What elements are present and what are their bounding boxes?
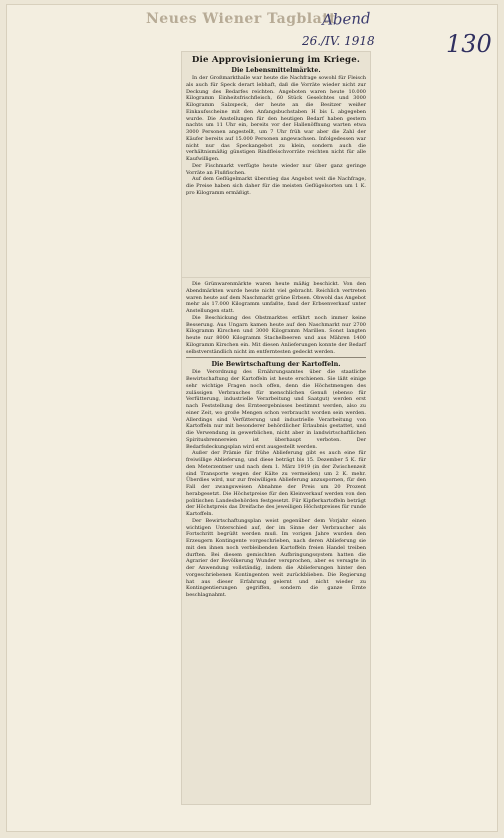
section-divider	[186, 357, 366, 358]
article-paragraph: Der Fischmarkt verfügte heute wieder nur über ganz geringe Vorräte an Flußfischen.	[186, 162, 366, 176]
handwritten-source-note: Abend	[321, 9, 371, 29]
clipping-lower	[182, 278, 370, 804]
article-paragraph: Die Verordnung des Ernährungsamtes über die staatliche Bewirtschaftung der Kartoffeln ist heute erschienen. Sie läßt einige sehr wichtige Fragen noch offen, denn die Höchstmengen des zulässigen Verbrauches für menschlichen Genuß (ebenso für Verfütterung, industrielle Verarbeitung und Saatgut) werden erst nach Feststellung des Ernteergebnisses bestimmt werden, also zu einer Zeit, wo große Mengen schon verbraucht worden sein werden. Allerdings sind Verfütterung und industrielle Verarbeitung von Kartoffeln nur mit besonderer behördlicher Erlaubnis gestattet, und die Verwendung in gewerblichen, nicht aber in landwirtschaftlichen Spiritusbrennereien ist überhaupt verboten. Der Bedarfsdeckungsplan wird erst ausgestellt werden.	[186, 369, 366, 450]
section-heading: Die Bewirtschaftung der Kartoffeln.	[211, 360, 341, 369]
article-paragraph: In der Großmarkthalle war heute die Nachfrage sowohl für Fleisch als auch für Speck derart lebhaft, daß die Vorräte wieder nicht zur Deckung des Bedarfes reichten. Angeboten waren heute 10.000 Kilogramm Einheitsfrischfleisch, 60 Stück Geselchtes und 3000 Kilogramm Salzspeck, der heute an die Besitzer weißer Einkaufsscheine mit den Anfangsbuchstaben H bis L abgegeben wurde. Die Anstellungen für den heutigen Bedarf haben gestern nachts um 11 Uhr ein, bereits vor der Hallenöffnung warten etwa 3000 Personen angestellt, um 7 Uhr früh war aber die Zahl der Käufer bereits auf 15.000 Personen angewachsen. Infolgedessen war nicht nur das Speckangebot zu klein, sondern auch die verhältnismäßig günstigen Rindfleischvorräte reichten nicht für alle Kaufwilligen.	[186, 75, 366, 162]
handwritten-archive-number: 130	[446, 30, 492, 58]
archive-sheet	[6, 4, 498, 832]
article-paragraph: Die Beschickung des Obstmarktes erfährt noch immer keine Besserung. Aus Ungarn kamen heute auf den Naschmarkt nur 2700 Kilogramm Kirschen und 3000 Kilogramm Marillen. Sonst langten heute nur 8000 Kilogramm Stachelbeeren und aus Mähren 1400 Kilogramm Kirschen ein. Mit diesen Anlieferungen konnte der Bedarf selbstverständlich nicht im entferntesten gedeckt werden.	[186, 314, 366, 355]
newspaper-stamp: Neues Wiener Tagblatt	[146, 11, 337, 27]
article-paragraph: Auf dem Geflügelmarkt überstieg das Angebot weit die Nachfrage, die Preise haben sich daher für die meisten Geflügelsorten um 1 K. pro Kilogramm ermäßigt.	[186, 176, 366, 196]
section-heading: Die Lebensmittelmärkte.	[231, 66, 321, 74]
article-paragraph: Außer der Prämie für frühe Ablieferung gibt es auch eine für freiwillige Ablieferung, und diese beträgt bis 15. Dezember 5 K. für den Meterzentner und nach dem 1. März 1919 (in der Zwischenzeit sind Transporte wegen der Kälte zu vermeiden) um 2 K. mehr. Überdies wird, nur zur freiwilligen Ablieferung anzuspornen, für den Fall der zwangsweisen Abnahme der Preis um 20 Prozent herabgesetzt. Die Höchstpreise für den Kleinverkauf werden von den politischen Landesbehörden festgesetzt. Für Kipflerkartoffeln beträgt der Höchstpreis das Dreifache des jeweiligen Höchstpreises für runde Kartoffeln.	[186, 450, 366, 517]
article-paragraph: Der Bewirtschaftungsplan weist gegenüber dem Vorjahr einen wichtigen Unterschied auf, der im Sinne der Verbraucher als Fortschritt begrüßt werden muß. Im vorigen Jahre wurden den Erzeugern Kontingente vorgeschrieben, nach deren Ablieferung sie mit den ihnen noch verbleibenden Kartoffeln freien Handel treiben durften. Bei diesem gemischten Aufbringungssystem hatten die Agrarier der Bevölkerung Wunder versprochen, aber es versagte in der Anwendung vollständig, indem die Ablieferungen hinter den vorgeschriebenen Kontingenten weit zurückblieben. Die Regierung hat aus dieser Erfahrung gelernt und nicht wieder zu Kontingentierungen gegriffen, sondern die ganze Ernte beschlagnahmt.	[186, 517, 366, 598]
handwritten-date: 26./IV. 1918	[302, 34, 375, 48]
article-title: Die Approvisionierung im Kriege.	[191, 55, 361, 65]
article-paragraph: Die Grünwarenmärkte waren heute mäßig beschickt. Von den Abendmärkten wurde heute nicht viel gebracht. Reichlich vertreten waren heute auf dem Naschmarkt grüne Erbsen. Obwohl das Angebot mehr als 17.000 Kilogramm umfaßte, fand der Erbsenverkauf unter Anstellungen statt.	[186, 281, 366, 314]
clipping-upper	[182, 52, 370, 278]
